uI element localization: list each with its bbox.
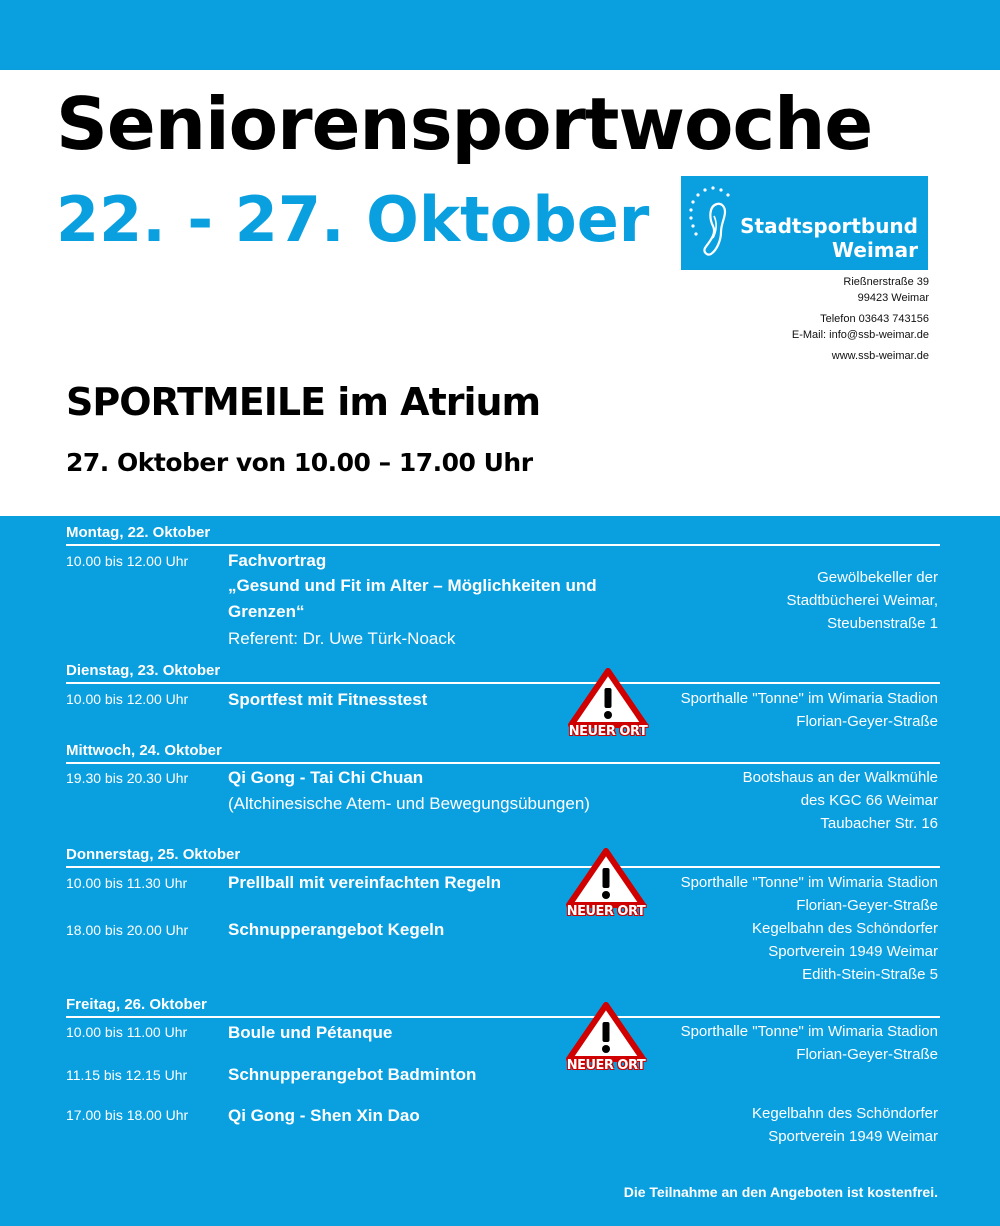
day-divider [66, 682, 940, 684]
logo-figure-icon [687, 182, 739, 262]
event-title: Schnupperangebot Badminton [228, 1065, 477, 1084]
event-location: Sporthalle "Tonne" im Wimaria Stadion Florian-Geyer-Straße [680, 1023, 938, 1063]
event-title: Prellball mit vereinfachten Regeln [228, 873, 502, 892]
sportmeile-title: SPORTMEILE im Atrium [66, 380, 541, 424]
event-location: Bootshaus an der Walkmühle des KGC 66 Weimar Taubacher Str. 16 [742, 769, 938, 832]
event-location: Sporthalle "Tonne" im Wimaria Stadion Florian-Geyer-Straße [680, 690, 938, 730]
top-banner [0, 0, 1000, 70]
event-time: 11.15 bis 12.15 Uhr [66, 1067, 188, 1083]
warning-triangle-icon [568, 668, 648, 728]
day-heading: Donnerstag, 25. Oktober [66, 846, 241, 863]
event-title: Schnupperangebot Kegeln [228, 920, 445, 939]
event-title: Boule und Pétanque [228, 1023, 393, 1042]
contact-web[interactable]: www.ssb-weimar.de [831, 350, 929, 362]
contact-phone: Telefon 03643 743156 [820, 313, 929, 325]
event-location: Gewölbekeller der Stadtbücherei Weimar, Steubenstraße 1 [786, 569, 938, 632]
day-divider [66, 544, 940, 546]
contact-block [792, 274, 929, 364]
contact-street: Rießnerstraße 39 [843, 276, 929, 288]
event-location: Kegelbahn des Schöndorfer Sportverein 1949 Weimar Edith-Stein-Straße 5 [752, 920, 938, 983]
day-divider [66, 1016, 940, 1018]
event-title: Qi Gong - Shen Xin Dao [228, 1106, 420, 1125]
event-location: Sporthalle "Tonne" im Wimaria Stadion Florian-Geyer-Straße [680, 874, 938, 914]
event-time: 10.00 bis 11.00 Uhr [66, 1024, 188, 1040]
schedule-panel [0, 516, 1000, 1226]
event-time: 17.00 bis 18.00 Uhr [66, 1107, 189, 1123]
new-location-warning [566, 848, 646, 926]
new-location-warning [568, 668, 648, 746]
page-title: Seniorensportwoche [56, 82, 873, 166]
warning-label: NEUER ORT [566, 904, 646, 919]
event-location: Kegelbahn des Schöndorfer Sportverein 1949 Weimar [752, 1105, 938, 1145]
event-title-line-2: „Gesund und Fit im Alter – Möglichkeiten und [228, 576, 597, 595]
warning-label: NEUER ORT [568, 724, 648, 739]
sportmeile-subtitle: 27. Oktober von 10.00 – 17.00 Uhr [66, 448, 533, 477]
warning-label: NEUER ORT [566, 1058, 646, 1073]
new-location-warning [566, 1002, 646, 1080]
event-time: 19.30 bis 20.30 Uhr [66, 770, 189, 786]
event-time: 10.00 bis 12.00 Uhr [66, 691, 189, 707]
day-divider [66, 866, 940, 868]
event-time: 10.00 bis 12.00 Uhr [66, 553, 189, 569]
day-heading: Montag, 22. Oktober [66, 524, 211, 541]
warning-triangle-icon [566, 848, 646, 908]
event-title-line-3: Grenzen“ [228, 602, 305, 621]
day-heading: Dienstag, 23. Oktober [66, 662, 221, 679]
event-note: Referent: Dr. Uwe Türk-Noack [228, 629, 456, 648]
footer-note: Die Teilnahme an den Angeboten ist kostenfrei. [623, 1184, 938, 1200]
contact-email[interactable]: E-Mail: info@ssb-weimar.de [791, 329, 929, 341]
event-title: Fachvortrag [228, 551, 327, 570]
logo-line-1: Stadtsportbund [740, 214, 918, 238]
event-title: Qi Gong - Tai Chi Chuan [228, 768, 424, 787]
event-time: 18.00 bis 20.00 Uhr [66, 922, 189, 938]
event-time: 10.00 bis 11.30 Uhr [66, 875, 188, 891]
warning-triangle-icon [566, 1002, 646, 1062]
contact-city: 99423 Weimar [857, 292, 929, 304]
event-dates: 22. - 27. Oktober [56, 183, 650, 256]
logo-line-2: Weimar [832, 238, 918, 262]
day-heading: Freitag, 26. Oktober [66, 996, 207, 1013]
event-title: Sportfest mit Fitnesstest [228, 690, 428, 709]
day-heading: Mittwoch, 24. Oktober [66, 742, 222, 759]
event-note: (Altchinesische Atem- und Bewegungsübungen) [228, 794, 590, 813]
day-divider [66, 762, 940, 764]
logo [681, 176, 928, 270]
